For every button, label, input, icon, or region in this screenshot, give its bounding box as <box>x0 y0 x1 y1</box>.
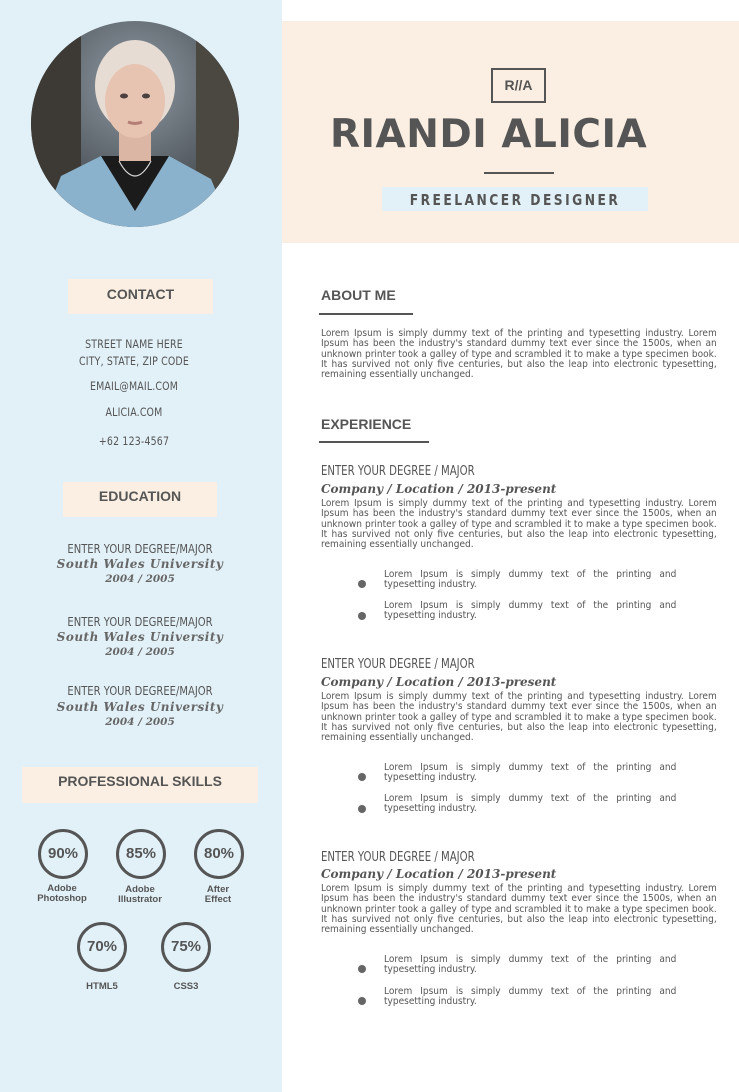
experience-company: Company / Location / 2013-present <box>321 867 557 881</box>
experience-bullet: Lorem Ipsum is simply dummy text of the printing and typesetting industry. <box>384 762 677 784</box>
experience-bullet: Lorem Ipsum is simply dummy text of the printing and typesetting industry. <box>384 569 677 591</box>
experience-bullet: Lorem Ipsum is simply dummy text of the printing and typesetting industry. <box>384 954 677 976</box>
experience-bullet: Lorem Ipsum is simply dummy text of the printing and typesetting industry. <box>384 600 677 622</box>
experience-company: Company / Location / 2013-present <box>321 482 557 496</box>
education-heading: EDUCATION <box>63 482 217 517</box>
skill-label: HTML5 <box>86 981 118 992</box>
skill-label-line1: After <box>206 884 230 895</box>
bullet-dot <box>358 805 366 813</box>
about-divider <box>319 313 413 315</box>
skill-label-line2: Effect <box>204 894 232 905</box>
skill-label <box>100 885 180 905</box>
experience-bullet: Lorem Ipsum is simply dummy text of the printing and typesetting industry. <box>384 793 677 815</box>
skill-ring: 80% <box>194 829 244 879</box>
education-degree: ENTER YOUR DEGREE/MAJOR <box>67 614 213 629</box>
full-name: RIANDI ALICIA <box>330 112 648 157</box>
bullet-dot <box>358 997 366 1005</box>
skill-ring: 85% <box>116 829 166 879</box>
experience-heading: EXPERIENCE <box>321 416 412 432</box>
experience-title: ENTER YOUR DEGREE / MAJOR <box>321 657 475 672</box>
bullet-dot <box>358 612 366 620</box>
experience-text: Lorem Ipsum is simply dummy text of the printing and typesetting industry. Lorem Ipsum has been the industry's standard dummy text ever since the 1500s, when an unknown printer took a galley of type and scrambled it to make a type specimen book. It has survived not only five centuries, but also the leap into electronic typesetting, remaining essentially unchanged. <box>321 498 717 551</box>
education-degree: ENTER YOUR DEGREE/MAJOR <box>67 683 213 698</box>
experience-company: Company / Location / 2013-present <box>321 675 557 689</box>
contact-website: ALICIA.COM <box>105 405 163 419</box>
experience-bullet: Lorem Ipsum is simply dummy text of the printing and typesetting industry. <box>384 986 677 1008</box>
bullet-dot <box>358 965 366 973</box>
bullet-dot <box>358 773 366 781</box>
skill-label-line2: Photoshop <box>37 893 87 904</box>
skill-label-line1: Adobe <box>47 883 77 894</box>
skill-label <box>178 885 258 905</box>
monogram-logo: R//A <box>491 68 546 103</box>
contact-city: CITY, STATE, ZIP CODE <box>79 354 189 368</box>
education-years: 2004 / 2005 <box>105 573 175 585</box>
experience-divider <box>319 441 429 443</box>
education-university: South Wales University <box>56 630 224 644</box>
about-text: Lorem Ipsum is simply dummy text of the printing and typesetting industry. Lorem Ipsum has been the industry's standard dummy text ever since the 1500s, when an unknown printer took a galley of type and scrambled it to make a type specimen book. It has survived not only five centuries, but also the leap into electronic typesetting, remaining essentially unchanged. <box>321 328 717 381</box>
experience-title: ENTER YOUR DEGREE / MAJOR <box>321 850 475 865</box>
skill-label-line1: Adobe <box>125 884 155 895</box>
contact-street: STREET NAME HERE <box>85 337 183 351</box>
education-university: South Wales University <box>56 700 224 714</box>
skill-label-line2: Illustrator <box>118 894 162 905</box>
experience-title: ENTER YOUR DEGREE / MAJOR <box>321 464 475 479</box>
skill-ring: 90% <box>38 829 88 879</box>
experience-text: Lorem Ipsum is simply dummy text of the printing and typesetting industry. Lorem Ipsum has been the industry's standard dummy text ever since the 1500s, when an unknown printer took a galley of type and scrambled it to make a type specimen book. It has survived not only five centuries, but also the leap into electronic typesetting, remaining essentially unchanged. <box>321 691 717 744</box>
skill-ring: 70% <box>77 922 127 972</box>
education-degree: ENTER YOUR DEGREE/MAJOR <box>67 541 213 556</box>
experience-text: Lorem Ipsum is simply dummy text of the printing and typesetting industry. Lorem Ipsum has been the industry's standard dummy text ever since the 1500s, when an unknown printer took a galley of type and scrambled it to make a type specimen book. It has survived not only five centuries, but also the leap into electronic typesetting, remaining essentially unchanged. <box>321 883 717 936</box>
contact-phone: +62 123-4567 <box>98 434 170 448</box>
job-title: FREELANCER DESIGNER <box>409 191 621 209</box>
skill-label <box>22 884 102 904</box>
name-divider <box>484 172 554 174</box>
skill-ring: 75% <box>161 922 211 972</box>
education-years: 2004 / 2005 <box>105 646 175 658</box>
profile-photo <box>31 21 239 227</box>
contact-heading: CONTACT <box>68 279 213 314</box>
contact-email: EMAIL@MAIL.COM <box>89 379 179 393</box>
skills-heading: PROFESSIONAL SKILLS <box>22 767 258 803</box>
about-heading: ABOUT ME <box>321 287 396 303</box>
education-university: South Wales University <box>56 557 224 571</box>
education-years: 2004 / 2005 <box>105 716 175 728</box>
bullet-dot <box>358 580 366 588</box>
skill-label: CSS3 <box>173 981 199 992</box>
